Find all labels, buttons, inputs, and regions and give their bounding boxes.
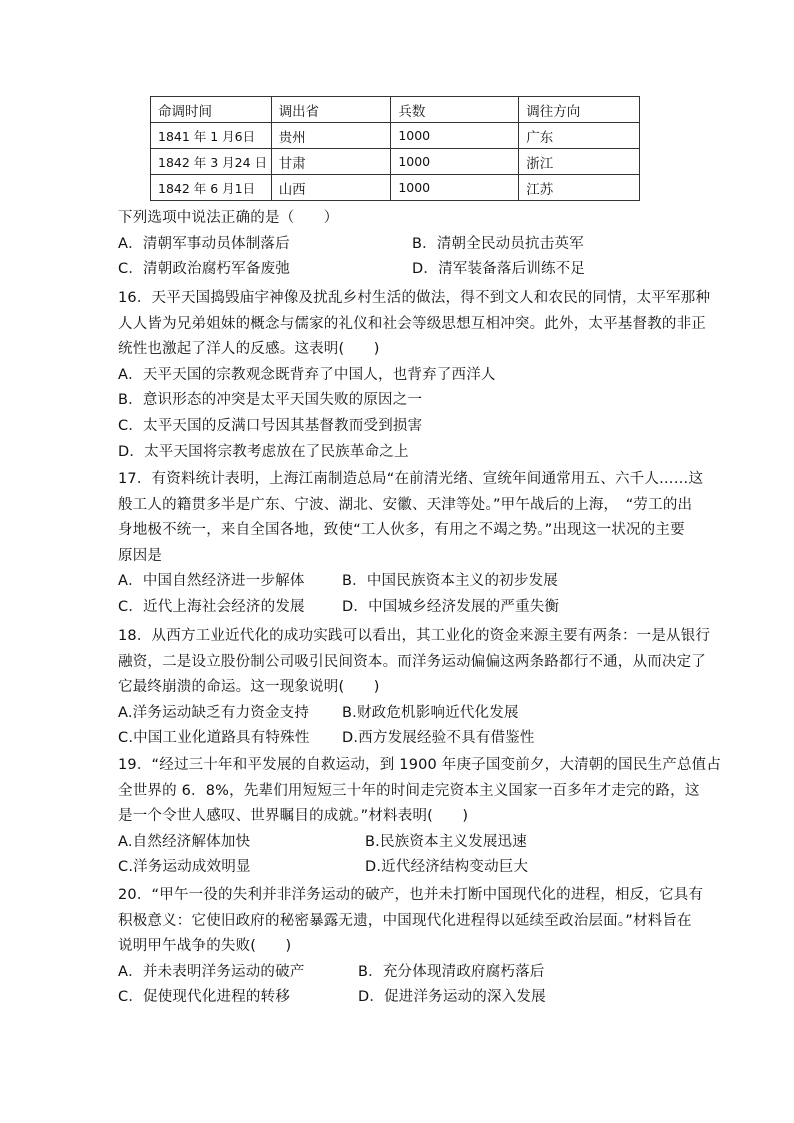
option-a: A．中国自然经济进一步解体 bbox=[118, 573, 305, 590]
option-c: C.洋务运动成效明显 bbox=[118, 859, 251, 876]
question-line: 统性也激起了洋人的反感。这表明( ) bbox=[118, 341, 380, 358]
option-row bbox=[118, 855, 678, 881]
question-line: 16．天平天国捣毁庙宇神像及扰乱乡村生活的做法，得不到文人和农民的同情，太平军那种 bbox=[118, 290, 711, 306]
option-row bbox=[118, 726, 678, 752]
question-15 bbox=[118, 206, 678, 283]
option-a: A．清朝军事动员体制落后 bbox=[118, 235, 290, 252]
question-20 bbox=[118, 883, 704, 1011]
question-line: 身地极不统一，来自全国各地，致使“工人伙多，有用之不竭之势。”出现这一状况的主要 bbox=[118, 522, 685, 539]
table-cell: 1000 bbox=[391, 123, 519, 149]
question-line: 般工人的籍贯多半是广东、宁波、湖北、安徽、天津等处。”甲午战后的上海， “劳工的出 bbox=[118, 496, 693, 513]
question-line: 说明甲午战争的失败( ) bbox=[118, 938, 292, 955]
header-cell: 命调时间 bbox=[151, 97, 272, 123]
header-cell: 调往方向 bbox=[519, 97, 640, 123]
table-cell: 1000 bbox=[391, 175, 519, 201]
table-row bbox=[151, 123, 640, 149]
question-line: 它最终崩溃的命运。这一现象说明( ) bbox=[118, 679, 380, 696]
option-b: B．充分体现清政府腐朽落后 bbox=[358, 963, 545, 980]
option-c: C．近代上海社会经济的发展 bbox=[118, 598, 305, 615]
option-a: A.洋务运动缺乏有力资金支持 bbox=[118, 704, 310, 721]
question-18 bbox=[118, 624, 711, 752]
option-a: A.自然经济解体加快 bbox=[118, 833, 251, 850]
option-b: B．意识形态的冲突是太平天国失败的原因之一 bbox=[118, 392, 423, 409]
troop-table bbox=[150, 96, 640, 201]
option-a: A．并未表明洋务运动的破产 bbox=[118, 963, 305, 980]
option-row bbox=[118, 595, 678, 621]
question-16 bbox=[118, 286, 711, 465]
option-d: D．促进洋务运动的深入发展 bbox=[358, 989, 546, 1006]
question-stem: 下列选项中说法正确的是（ ） bbox=[118, 210, 339, 226]
table-row bbox=[151, 149, 640, 175]
question-19 bbox=[118, 753, 722, 881]
table-cell: 1842 年 6 月1日 bbox=[151, 175, 272, 201]
question-line: 积极意义：它使旧政府的秘密暴露无遗，中国现代化进程得以延续至政治层面。”材料旨在 bbox=[118, 912, 692, 929]
option-c: C．促使现代化进程的转移 bbox=[118, 989, 291, 1006]
option-row bbox=[118, 960, 678, 986]
option-d: D．清军装备落后训练不足 bbox=[412, 261, 586, 278]
option-c: C．清朝政治腐朽军备废弛 bbox=[118, 261, 291, 278]
option-b: B.财政危机影响近代化发展 bbox=[342, 704, 519, 721]
question-17 bbox=[118, 467, 704, 621]
question-line: 是一个令世人感叹、世界瞩目的成就。”材料表明( ) bbox=[118, 808, 469, 825]
header-cell: 兵数 bbox=[391, 97, 519, 123]
question-line: 18．从西方工业近代化的成功实践可以看出，其工业化的资金来源主要有两条：一是从银行 bbox=[118, 628, 711, 644]
question-line: 原因是 bbox=[118, 547, 163, 564]
option-a: A．天平天国的宗教观念既背弃了中国人，也背弃了西洋人 bbox=[118, 366, 496, 383]
table-header-row bbox=[151, 97, 640, 123]
table-row bbox=[151, 175, 640, 201]
table-cell: 广东 bbox=[519, 123, 640, 149]
question-line: 人人皆为兄弟姐妹的概念与儒家的礼仪和社会等级思想互相冲突。此外，太平基督教的非正 bbox=[118, 315, 706, 332]
option-row bbox=[118, 257, 678, 283]
header-cell: 调出省 bbox=[271, 97, 391, 123]
table-cell: 甘肃 bbox=[271, 149, 391, 175]
question-line: 融资，二是设立股份制公司吸引民间资本。而洋务运动偏偏这两条路都行不通，从而决定了 bbox=[118, 653, 706, 670]
option-b: B.民族资本主义发展迅速 bbox=[365, 833, 527, 850]
option-row bbox=[118, 830, 678, 856]
option-d: D.西方发展经验不具有借鉴性 bbox=[342, 730, 535, 747]
option-d: D．太平天国将宗教考虑放在了民族革命之上 bbox=[118, 443, 409, 460]
table-cell: 1841 年 1 月6日 bbox=[151, 123, 272, 149]
question-line: 19．“经过三十年和平发展的自救运动，到 1900 年庚子国变前夕，大清朝的国民生产总值占 bbox=[118, 757, 722, 773]
option-row bbox=[118, 569, 678, 595]
table-cell: 浙江 bbox=[519, 149, 640, 175]
question-line: 20．“甲午一役的失利并非洋务运动的破产，也并未打断中国现代化的进程，相反，它具有 bbox=[118, 887, 704, 903]
option-row bbox=[118, 232, 678, 258]
option-c: C．太平天国的反满口号因其基督教而受到损害 bbox=[118, 417, 423, 434]
option-b: B．中国民族资本主义的初步发展 bbox=[342, 573, 558, 590]
table-cell: 1000 bbox=[391, 149, 519, 175]
option-b: B．清朝全民动员抗击英军 bbox=[412, 235, 584, 252]
table-cell: 江苏 bbox=[519, 175, 640, 201]
option-c: C.中国工业化道路具有特殊性 bbox=[118, 730, 310, 747]
option-d: D.近代经济结构变动巨大 bbox=[365, 859, 529, 876]
option-row bbox=[118, 701, 678, 727]
table-cell: 贵州 bbox=[271, 123, 391, 149]
table-cell: 山西 bbox=[271, 175, 391, 201]
table-cell: 1842 年 3 月24 日 bbox=[151, 149, 272, 175]
question-line: 17．有资料统计表明，上海江南制造总局“在前清光绪、宣统年间通常用五、六千人……这 bbox=[118, 471, 704, 487]
option-d: D．中国城乡经济发展的严重失衡 bbox=[342, 598, 560, 615]
question-line: 全世界的 6．8%，先辈们用短短三十年的时间走完资本主义国家一百多年才走完的路，这 bbox=[118, 782, 700, 799]
option-row bbox=[118, 985, 678, 1011]
